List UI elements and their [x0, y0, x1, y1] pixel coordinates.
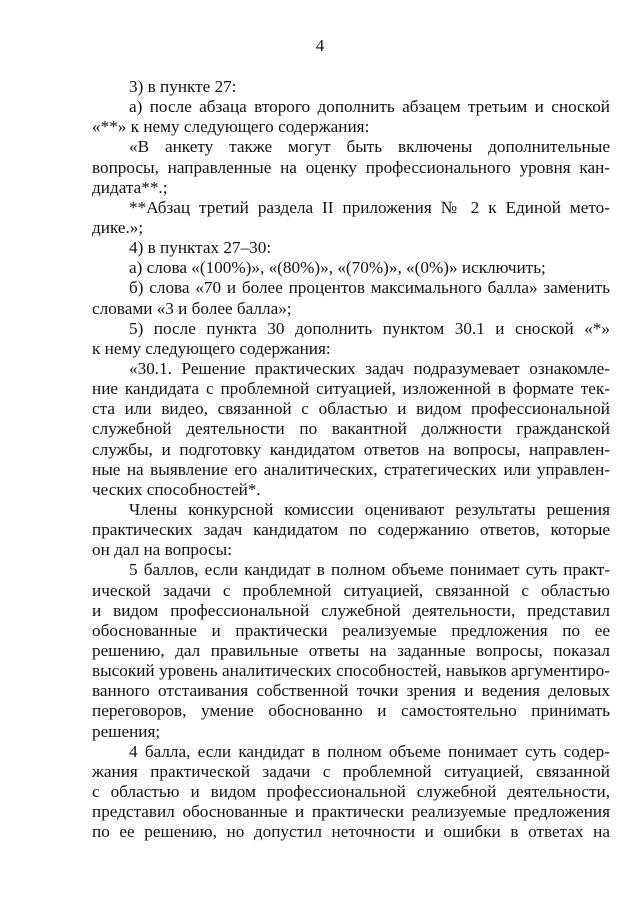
page-number: 4: [315, 36, 325, 55]
text-line: он дал на вопросы:: [92, 540, 232, 560]
text-line: дике.»;: [92, 217, 144, 237]
text-line: по ее решению, но допустил неточности и ошибки в ответах на: [92, 822, 610, 842]
text-line: решению, дал правильные ответы на заданные вопросы, показал: [92, 640, 610, 660]
text-line: 4) в пунктах 27–30:: [129, 238, 272, 258]
text-line: решения;: [92, 721, 161, 741]
text-line: ческих способностей*.: [92, 479, 261, 499]
text-line: 4 балла, если кандидат в полном объеме понимает суть содер-: [129, 741, 610, 761]
text-line: ние кандидата с проблемной ситуацией, изложенной в формате тек-: [92, 379, 610, 399]
text-line: обоснованные и практически реализуемые предложения по ее: [92, 620, 610, 640]
text-line: а) слова «(100%)», «(80%)», «(70%)», «(0%)» исключить;: [129, 258, 546, 278]
text-line: «В анкету также могут быть включены дополнительные: [129, 137, 610, 157]
text-line: б) слова «70 и более процентов максимального балла» заменить: [129, 278, 610, 298]
text-line: службы, и подготовку кандидатом ответов на вопросы, направлен-: [92, 439, 610, 459]
text-line: 3) в пункте 27:: [129, 77, 237, 96]
text-line: с областью и видом профессиональной служебной деятельности,: [92, 781, 610, 801]
text-line: ста или видео, связанной с областью и видом профессиональной: [92, 399, 610, 419]
text-line: служебной деятельности по вакантной должности гражданской: [92, 419, 610, 439]
text-line: жания практической задачи с проблемной ситуацией, связанной: [92, 761, 610, 781]
text-line: ванного отстаивания собственной точки зрения и ведения деловых: [92, 681, 610, 701]
text-line: «30.1. Решение практических задач подразумевает ознакомле-: [129, 358, 610, 378]
text-line: словами «3 и более балла»;: [92, 298, 292, 318]
text-line: переговоров, умение обоснованно и самостоятельно принимать: [92, 701, 610, 721]
text-line: ные на выявление его аналитических, стратегических или управлен-: [92, 459, 610, 479]
text-line: к нему следующего содержания:: [92, 338, 331, 358]
text-line: «**» к нему следующего содержания:: [92, 117, 370, 137]
document-body: [92, 77, 610, 842]
text-line: **Абзац третий раздела II приложения № 2 к Единой мето-: [129, 197, 610, 217]
text-line: а) после абзаца второго дополнить абзацем третьим и сноской: [129, 97, 610, 117]
text-line: и видом профессиональной служебной деятельности, представил: [92, 600, 610, 620]
text-line: представил обоснованные и практически реализуемые предложения: [92, 802, 610, 822]
text-line: практических задач кандидатом по содержанию ответов, которые: [92, 520, 610, 540]
text-line: Члены конкурсной комиссии оценивают результаты решения: [129, 499, 610, 519]
text-line: дидата**.;: [92, 177, 168, 197]
text-line: 5 баллов, если кандидат в полном объеме понимает суть практ-: [129, 560, 610, 580]
text-line: 5) после пункта 30 дополнить пунктом 30.1 и сноской «*»: [129, 318, 610, 338]
text-line: ической задачи с проблемной ситуацией, связанной с областью: [92, 580, 610, 600]
text-line: вопросы, направленные на оценку профессионального уровня кан-: [92, 157, 610, 177]
text-line: высокий уровень аналитических способностей, навыков аргументиро-: [92, 661, 610, 681]
